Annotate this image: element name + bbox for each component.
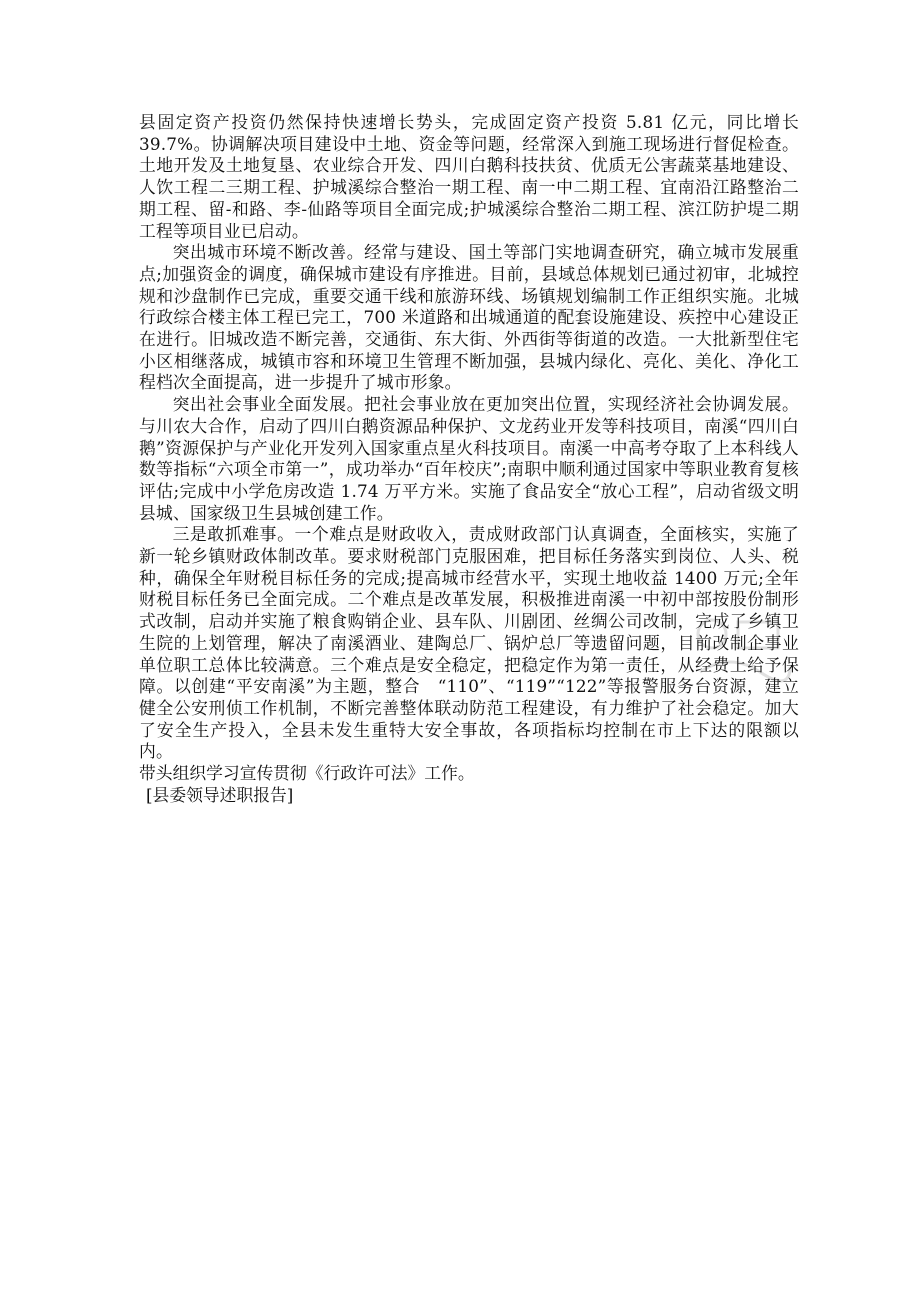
document-body: [139, 112, 799, 807]
paragraph-social-development: 突出社会事业全面发展。把社会事业放在更加突出位置，实现经济社会协调发展。与川农大合作，启动了四川白鹅资源品种保护、文龙药业开发等科技项目，南溪“四川白鹅”资源保护与产业化开发列入国家重点星火科技项目。南溪一中高考夺取了上本科线人数等指标“六项全市第一”，成功举办“百年校庆”;南职中顺利通过国家中等职业教育复核评估;完成中小学危房改造 1.74 万平方米。实施了食品安全“放心工程”，启动省级文明县城、国家级卫生县城创建工作。: [139, 394, 799, 523]
paragraph-trailer: 带头组织学习宣传贯彻《行政许可法》工作。: [139, 763, 475, 784]
document-category-tag: [县委领导述职报告]: [146, 784, 294, 805]
paragraph-urban-environment: 突出城市环境不断改善。经常与建设、国土等部门实地调查研究，确立城市发展重点;加强资金的调度，确保城市建设有序推进。目前，县域总体规划已通过初审，北城控规和沙盘制作已完成，重要交通干线和旅游环线、场镇规划编制工作正组织实施。北城行政综合楼主体工程已完工，700 米道路和出城通道的配套设施建设、疾控中心建设正在进行。旧城改造不断完善，交通街、东大街、外西街等街道的改造。一大批新型住宅小区相继落成，城镇市容和环境卫生管理不断加强，县城内绿化、亮化、美化、净化工程档次全面提高，进一步提升了城市形象。: [139, 242, 799, 393]
paragraph-difficult-tasks: 三是敢抓难事。一个难点是财政收入，责成财政部门认真调查，全面核实，实施了新一轮乡镇财政体制改革。要求财税部门克服困难，把目标任务落实到岗位、人头、税种，确保全年财税目标任务的完成;提高城市经营水平，实现土地收益 1400 万元;全年财税目标任务已全面完成。二个难点是改革发展，积极推进南溪一中初中部按股份制形式改制，启动并实施了粮食购销企业、县车队、川剧团、丝绸公司改制，完成了乡镇卫生院的上划管理，解决了南溪酒业、建陶总厂、锅炉总厂等遗留问题，目前改制企事业单位职工总体比较满意。三个难点是安全稳定，把稳定作为第一责任，从经费上给予保障。以创建“平安南溪”为主题，整合 “110”、“119”“122”等报警服务台资源，建立健全公安刑侦工作机制，不断完善整体联动防范工程建设，有力维护了社会稳定。加大了安全生产投入，全县未发生重特大安全事故，各项指标均控制在市上下达的限额以内。: [139, 524, 799, 762]
paragraph-investment: 县固定资产投资仍然保持快速增长势头，完成固定资产投资 5.81 亿元，同比增长 39.7%。协调解决项目建设中土地、资金等问题，经常深入到施工现场进行督促检查。土地开发及土地复垦、农业综合开发、四川白鹅科技扶贫、优质无公害蔬菜基地建设、人饮工程二三期工程、护城溪综合整治一期工程、南一中二期工程、宜南沿江路整治二期工程、留-和路、李-仙路等项目全面完成;护城溪综合整治二期工程、滨江防护堤二期工程等项目业已启动。: [139, 112, 799, 241]
